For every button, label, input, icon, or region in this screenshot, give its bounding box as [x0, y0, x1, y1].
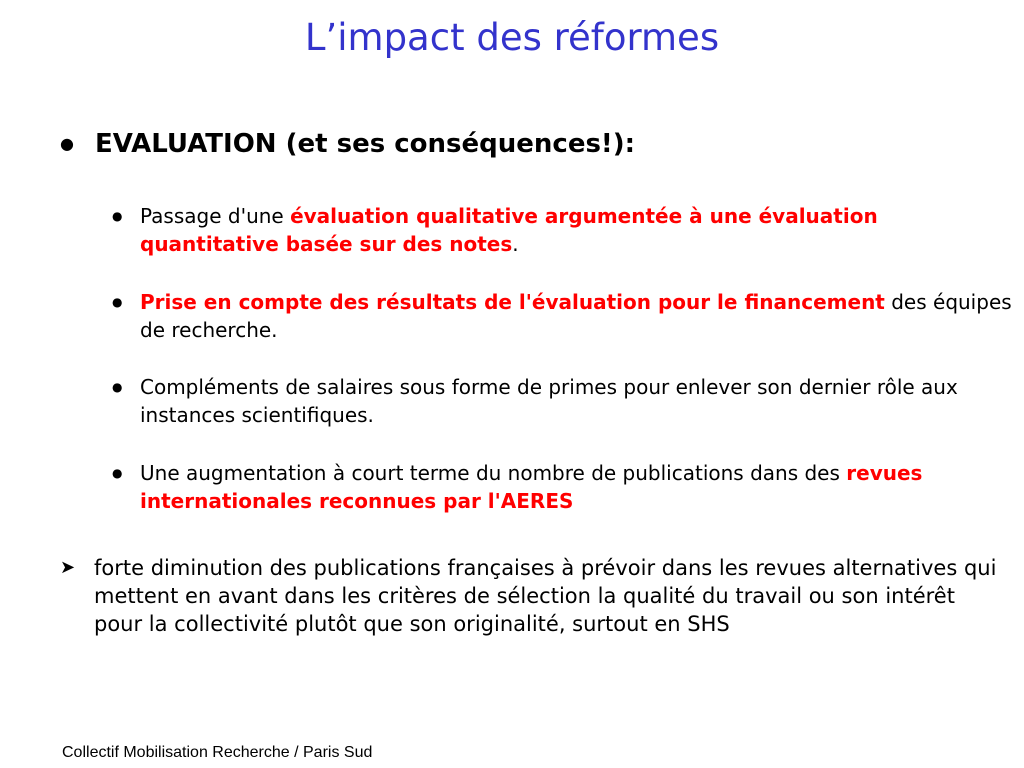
bullet-dot-icon: ●: [112, 209, 123, 223]
sub-item-text: [140, 459, 1012, 515]
sub-item-pre: Une augmentation à court terme du nombre de publications dans des: [140, 461, 847, 485]
sub-item-text: [140, 288, 1012, 344]
sub-item-post: .: [512, 232, 519, 256]
bullet-dot-icon: ●: [60, 134, 74, 153]
bullet-dot-icon: ●: [112, 380, 123, 394]
sub-item-highlight: Prise en compte des résultats de l'évaluation pour le financement: [140, 290, 885, 314]
sub-item-text: [140, 202, 1012, 258]
sub-item-post: des équipes de recherche.: [140, 290, 1012, 342]
conclusion-text: forte diminution des publications françaises à prévoir dans les revues alternatives qui mettent en avant dans les critères de sélection la qualité du travail ou son intérêt pour la collectivité plutôt que son originalité, surtout en SHS: [94, 556, 997, 636]
footer: Collectif Mobilisation Recherche / Paris Sud: [62, 744, 373, 761]
sub-item-text: Compléments de salaires sous forme de primes pour enlever son dernier rôle aux instances scientifiques.: [140, 375, 958, 427]
bullet-dot-icon: ●: [112, 295, 123, 309]
sub-item-highlight: revues internationales reconnues par l'AERES: [140, 461, 923, 513]
sub-item-highlight: évaluation qualitative argumentée à une évaluation quantitative basée sur des notes: [140, 204, 878, 256]
slide-title: L’impact des réformes: [304, 16, 720, 59]
arrow-bullet-icon: ➤: [60, 557, 76, 578]
main-bullet-label: EVALUATION (et ses conséquences!):: [95, 129, 636, 159]
sub-item-pre: Passage d'une: [140, 204, 291, 228]
bullet-dot-icon: ●: [112, 466, 123, 480]
